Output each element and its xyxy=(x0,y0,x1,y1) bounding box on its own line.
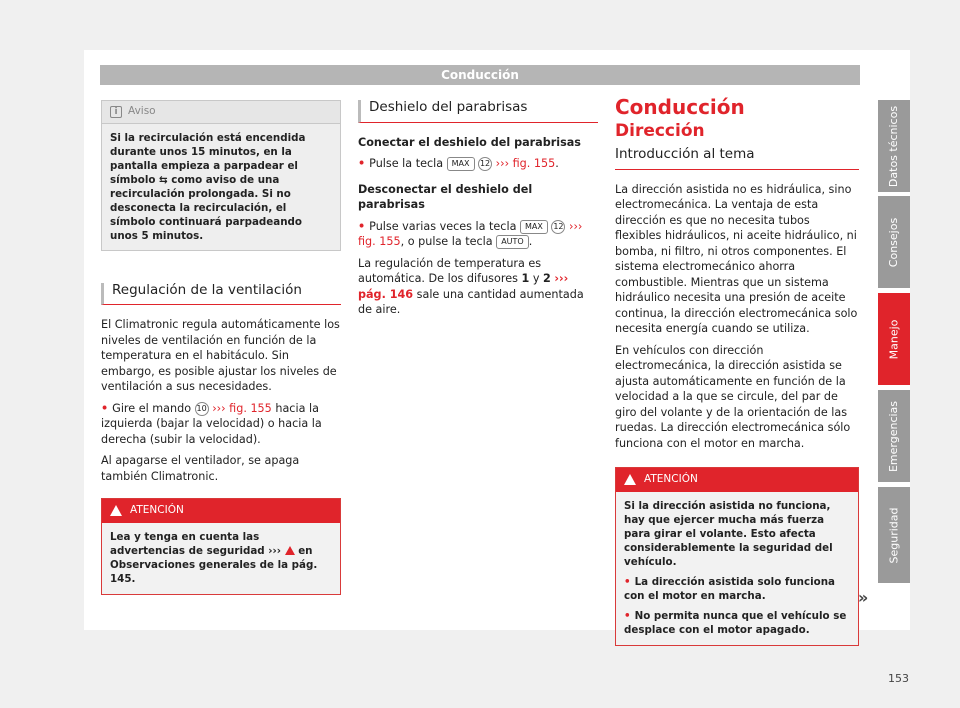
section-title-ventilation: Regulación de la ventilación xyxy=(101,283,341,306)
tab-datos-tecnicos[interactable]: Datos técnicos xyxy=(878,100,910,192)
paragraph: La dirección asistida no es hidráulica, sino electromecánica. La ventaja de esta dirección es que no necesita tubos flexibles hidráulicos, ni aceite hidráulico, ni bomba, ni filtro, ni otros componentes. El sistema electromecánico ahorra combustible. Mientras que un sistema hidráulico necesita una presión de aceite continua, la dirección electromecánica solo necesita energía cuando se utiliza. xyxy=(615,182,858,335)
paragraph: El Climatronic regula automáticamente los niveles de ventilación en función de la temperatura en el habitáculo. Sin embargo, es posible ajustar los niveles de ventilación a sus necesidades. xyxy=(101,318,340,393)
defrost-max-key: MAX xyxy=(447,157,475,171)
warning-label: ATENCIÓN xyxy=(130,504,184,516)
paragraph: En vehículos con dirección electromecánica, la dirección asistida se ajusta automáticamente en función de la velocidad a la que se circule, del par de giro del volante y de la orientación de las ruedas. La dirección electromecánica sólo funciona con el motor en marcha. xyxy=(615,343,851,450)
note-label: Aviso xyxy=(128,105,156,117)
column-middle xyxy=(358,100,598,324)
note-header xyxy=(102,101,340,124)
bullet-icon: • xyxy=(358,157,366,170)
bullet-item: • Gire el mando 10 ››› fig. 155 hacia la izquierda (bajar la velocidad) o hacia la derecha (subir la velocidad). xyxy=(101,401,322,446)
warning-header xyxy=(616,468,858,492)
bullet-item: • No permita nunca que el vehículo se desplace con el motor apagado. xyxy=(624,609,847,636)
figure-link[interactable]: ››› fig. 155 xyxy=(358,219,583,248)
page-header: Conducción xyxy=(100,65,860,85)
figure-link[interactable]: ››› fig. 155 xyxy=(212,401,272,415)
section-title-steering: Dirección xyxy=(615,120,705,141)
warning-icon xyxy=(624,474,636,485)
warning-icon xyxy=(110,505,122,516)
bullet-icon: • xyxy=(101,401,109,415)
continue-arrow-icon: » xyxy=(858,588,869,607)
bullet-item: • La dirección asistida solo funciona con el motor en marcha. xyxy=(624,575,835,602)
warning-text: Si la dirección asistida no funciona, hay que ejercer mucha más fuerza para girar el volante. Esto afecta considerablemente la seguridad del vehículo. • La dirección asistida solo funciona con el motor en marcha. • No permita nunca que el vehículo se desplace con el motor apagado. xyxy=(616,492,858,645)
note-box xyxy=(101,100,341,251)
page-link[interactable]: ››› pág. 146 xyxy=(358,272,569,301)
chapter-title: Conducción xyxy=(615,95,745,119)
warning-text: Lea y tenga en cuenta las advertencias de seguridad ››› en Observaciones generales de la pág. 145. xyxy=(110,530,318,585)
bullet-icon: • xyxy=(624,575,631,588)
bullet-item: • Pulse varias veces la tecla MAX 12 ››› fig. 155, o pulse la tecla AUTO . xyxy=(358,219,583,248)
section-title-defrost: Deshielo del parabrisas xyxy=(358,100,598,123)
tab-manejo[interactable]: Manejo xyxy=(878,293,910,385)
warning-label: ATENCIÓN xyxy=(644,473,698,485)
bullet-icon: • xyxy=(358,219,366,233)
tab-consejos[interactable]: Consejos xyxy=(878,196,910,288)
warning-header xyxy=(102,499,340,523)
intro-title: Introducción al tema xyxy=(615,147,859,170)
auto-key: AUTO xyxy=(496,235,529,249)
column-left xyxy=(101,100,341,595)
warning-small-icon xyxy=(285,546,295,555)
defrost-max-key: MAX xyxy=(520,220,548,234)
tab-emergencias[interactable]: Emergencias xyxy=(878,390,910,482)
tab-seguridad[interactable]: Seguridad xyxy=(878,487,910,583)
control-number: 10 xyxy=(195,402,209,416)
note-text: Si la recirculación está encendida durante unos 15 minutos, en la pantalla empieza a parpadear el símbolo ⇆ como aviso de una recirculación prolongada. Si no desconecta la recirculación, el símbolo continuará parpadeando unos 5 minutos. xyxy=(110,131,306,242)
column-right xyxy=(615,95,859,646)
subheading: Conectar el deshielo del parabrisas xyxy=(358,135,581,149)
page-number: 153 xyxy=(888,672,909,685)
paragraph: Al apagarse el ventilador, se apaga también Climatronic. xyxy=(101,454,300,483)
subheading: Desconectar el deshielo del parabrisas xyxy=(358,182,533,211)
paragraph: La regulación de temperatura es automática. De los difusores 1 y 2 ››› pág. 146 sale una cantidad aumentada de aire. xyxy=(358,256,584,316)
bullet-icon: • xyxy=(624,609,631,622)
warning-box xyxy=(615,467,859,646)
info-icon: i xyxy=(110,106,122,118)
bullet-item: • Pulse la tecla MAX 12 ››› fig. 155. xyxy=(358,157,559,170)
control-number: 12 xyxy=(551,220,565,234)
figure-link[interactable]: ››› fig. 155 xyxy=(495,157,556,170)
warning-box xyxy=(101,498,341,595)
control-number: 12 xyxy=(478,157,492,171)
